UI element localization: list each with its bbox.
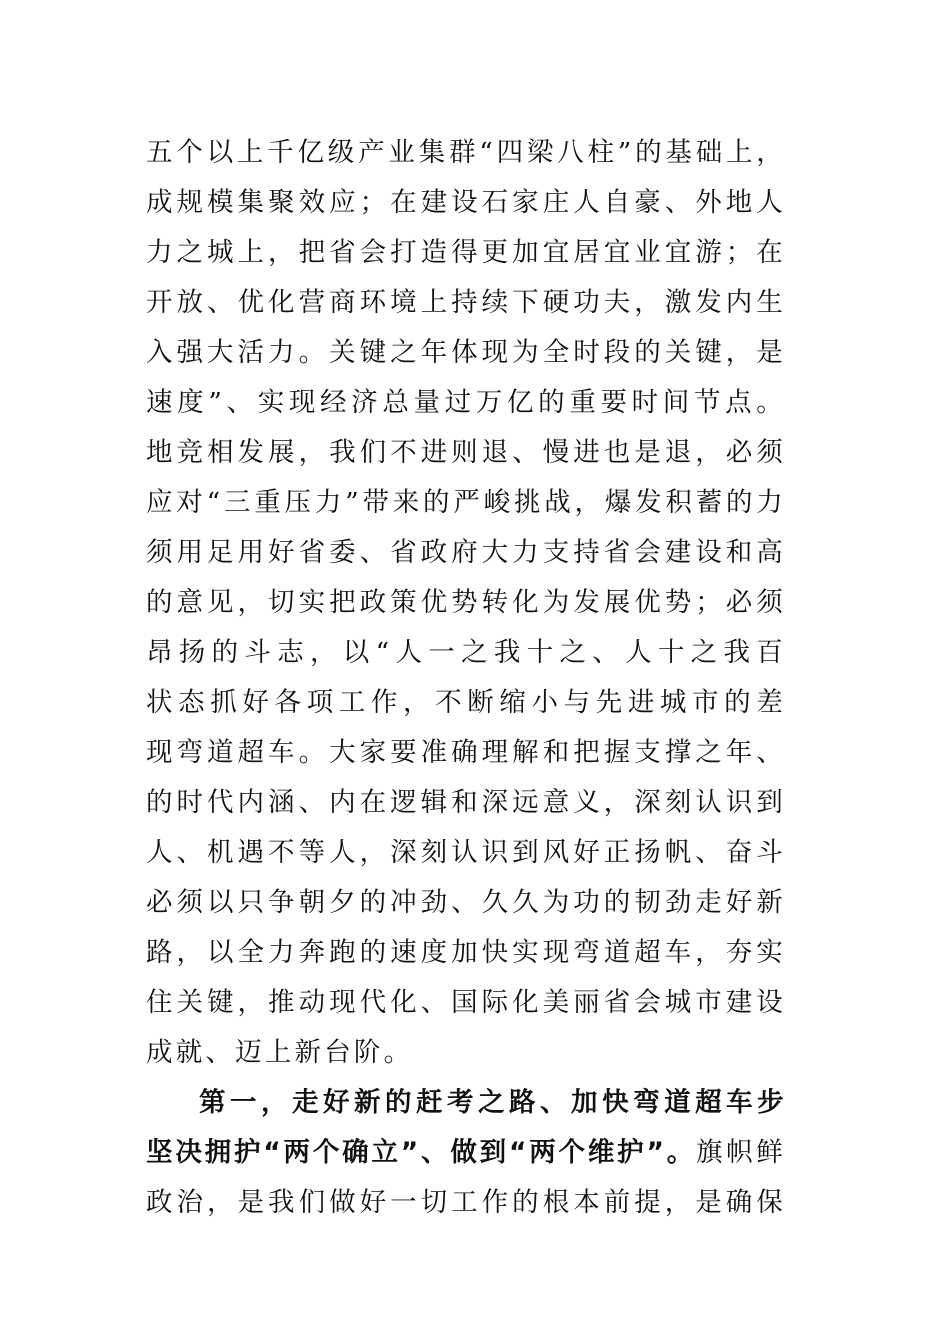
text-line: 入强大活力。关键之年体现为全时段的关键，是	[146, 337, 786, 368]
text-line: 的时代内涵、内在逻辑和深远意义，深刻认识到	[146, 787, 786, 818]
text-line: 成就、迈上新台阶。	[146, 1037, 414, 1068]
text-line: 路，以全力奔跑的速度加快实现弯道超车，夯实	[146, 937, 786, 968]
text-line	[146, 1128, 786, 1178]
text-line: 现弯道超车。大家要准确理解和把握支撑之年、	[146, 737, 786, 768]
paragraph-2	[146, 1078, 786, 1228]
text-line: 地竞相发展，我们不进则退、慢进也是退，必须	[146, 437, 786, 468]
text-line: 须用足用好省委、省政府大力支持省会建设和高	[146, 537, 786, 568]
text-line: 五个以上千亿级产业集群“四梁八柱”的基础上，	[146, 137, 786, 168]
text-line: 状态抓好各项工作，不断缩小与先进城市的差	[146, 687, 786, 718]
text-line: 必须以只争朝夕的冲劲、久久为功的韧劲走好新	[146, 887, 786, 918]
text-line: 力之城上，把省会打造得更加宜居宜业宜游；在	[146, 237, 786, 268]
document-body	[146, 128, 786, 1228]
body-text: 旗帜鲜	[696, 1137, 786, 1168]
text-line: 开放、优化营商环境上持续下硬功夫，激发内生	[146, 287, 786, 318]
text-line: 住关键，推动现代化、国际化美丽省会城市建设	[146, 987, 786, 1018]
text-line: 的意见，切实把政策优势转化为发展优势；必须	[146, 587, 786, 618]
bold-heading-text: 坚决拥护“两个确立”、做到“两个维护”。	[146, 1137, 697, 1168]
paragraph-1	[146, 128, 786, 1078]
heading-line: 第一，走好新的赶考之路、加快弯道超车步	[199, 1087, 786, 1118]
text-line: 应对“三重压力”带来的严峻挑战，爆发积蓄的力	[146, 487, 786, 518]
text-line: 昂扬的斗志，以“人一之我十之、人十之我百	[146, 637, 786, 668]
text-line: 人、机遇不等人，深刻认识到风好正扬帆、奋斗	[146, 837, 786, 868]
text-line: 成规模集聚效应；在建设石家庄人自豪、外地人	[146, 187, 786, 218]
text-line: 政治，是我们做好一切工作的根本前提，是确保	[146, 1187, 786, 1218]
text-line: 速度”、实现经济总量过万亿的重要时间节点。	[146, 387, 786, 418]
